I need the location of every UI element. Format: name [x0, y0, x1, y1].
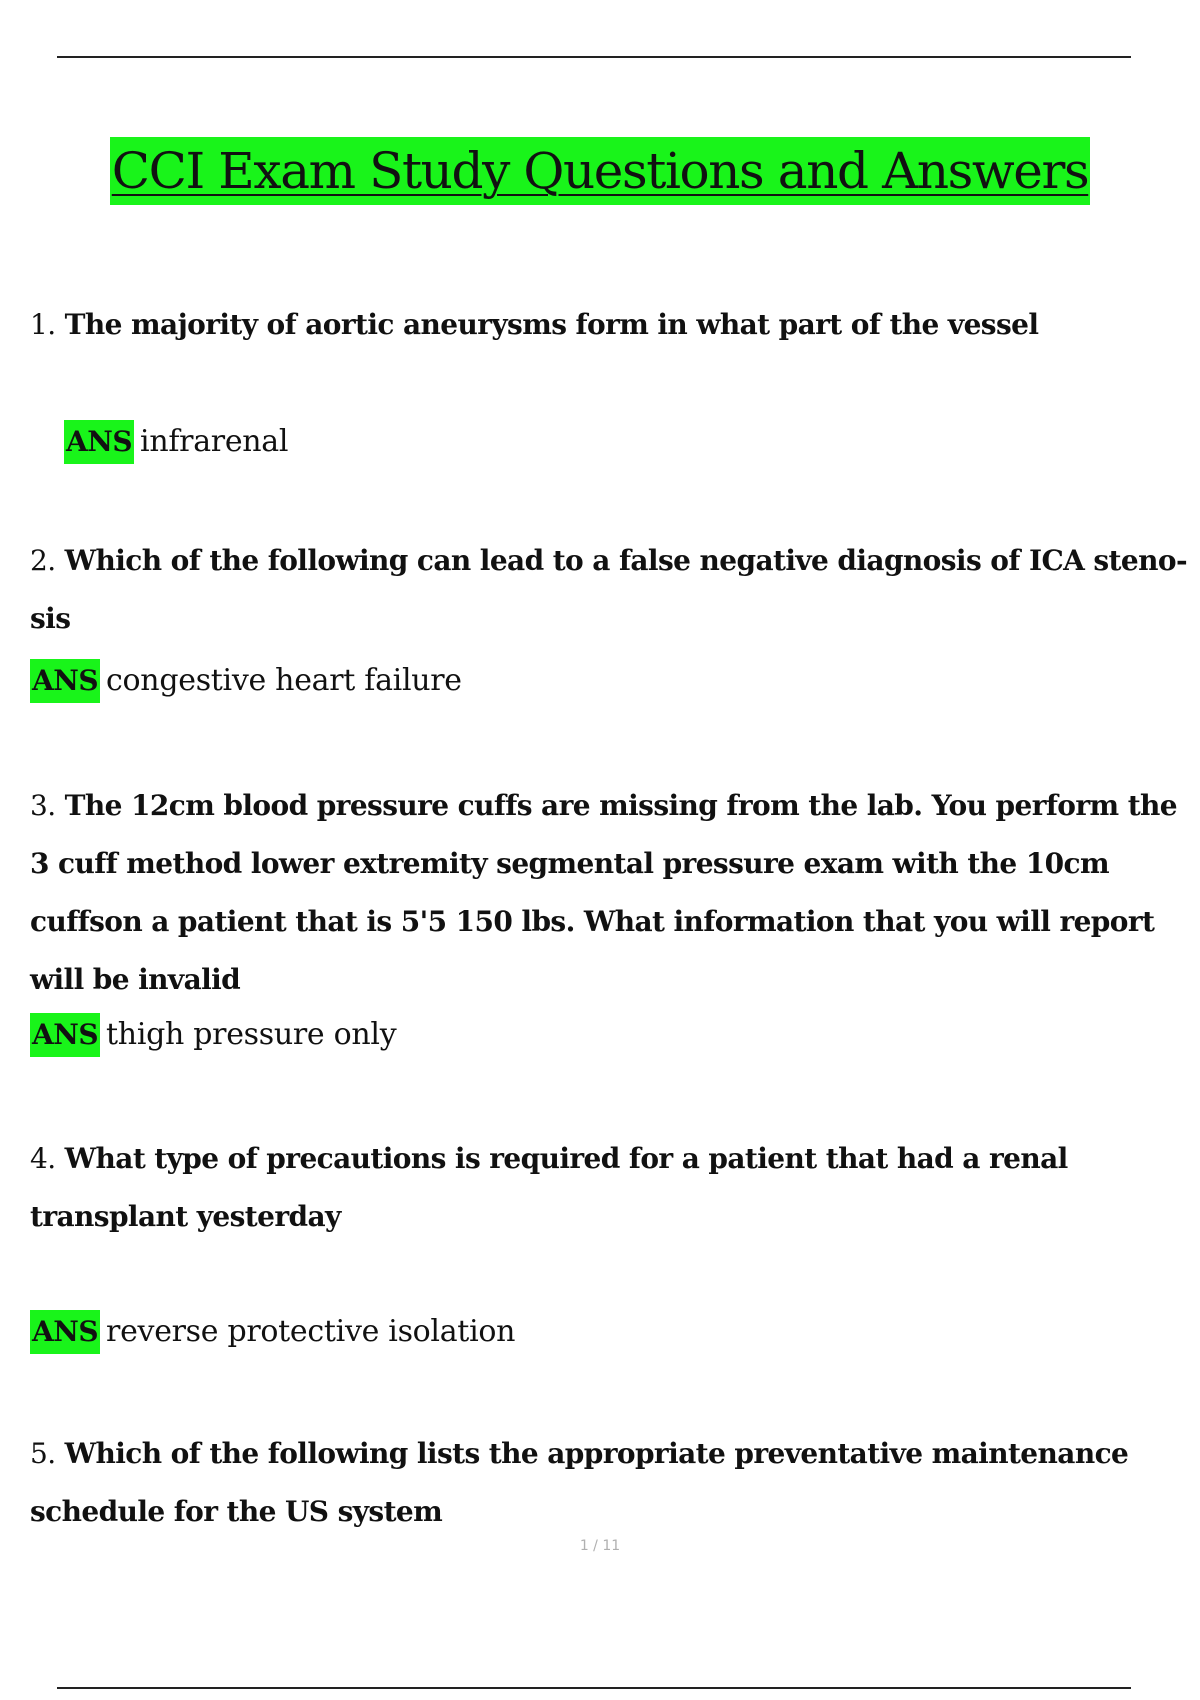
- question-4: [30, 1130, 1190, 1246]
- question-number: 4.: [30, 1142, 56, 1175]
- page-number: 1 / 11: [579, 1538, 621, 1554]
- question-5: [30, 1425, 1190, 1541]
- answer-2: [30, 659, 462, 703]
- answer-text: congestive heart failure: [106, 663, 462, 698]
- question-3: [30, 777, 1190, 1009]
- question-text: The majority of aortic aneurysms form in what part of the vessel: [64, 308, 1039, 341]
- title-block: [0, 137, 1200, 205]
- question-1: [30, 296, 1190, 354]
- answer-tag: ANS: [30, 1310, 100, 1354]
- question-text: Which of the following lists the appropriate preventative maintenance schedule for the US system: [30, 1437, 1129, 1528]
- question-text: The 12cm blood pressure cuffs are missing from the lab. You perform the 3 cuff method lower extremity segmental pressure exam with the 10cm cuffson a patient that is 5'5 150 lbs. What information that you will report will be invalid: [30, 789, 1178, 996]
- answer-text: reverse protective isolation: [106, 1314, 516, 1349]
- bottom-rule: [57, 1687, 1131, 1689]
- question-2: [30, 532, 1190, 648]
- answer-1: [64, 420, 288, 464]
- question-text: What type of precautions is required for a patient that had a renal transplant yesterday: [30, 1142, 1068, 1233]
- document-title: CCI Exam Study Questions and Answers: [110, 137, 1090, 205]
- question-number: 3.: [30, 789, 56, 822]
- answer-tag: ANS: [64, 420, 134, 464]
- answer-tag: ANS: [30, 659, 100, 703]
- answer-text: infrarenal: [140, 424, 289, 459]
- answer-4: [30, 1310, 515, 1354]
- question-number: 5.: [30, 1437, 56, 1470]
- answer-tag: ANS: [30, 1013, 100, 1057]
- question-text: Which of the following can lead to a false negative diagnosis of ICA steno-sis: [30, 544, 1187, 635]
- answer-text: thigh pressure only: [106, 1017, 397, 1052]
- top-rule: [57, 56, 1131, 58]
- question-number: 2.: [30, 544, 56, 577]
- answer-3: [30, 1013, 396, 1057]
- question-number: 1.: [30, 308, 56, 341]
